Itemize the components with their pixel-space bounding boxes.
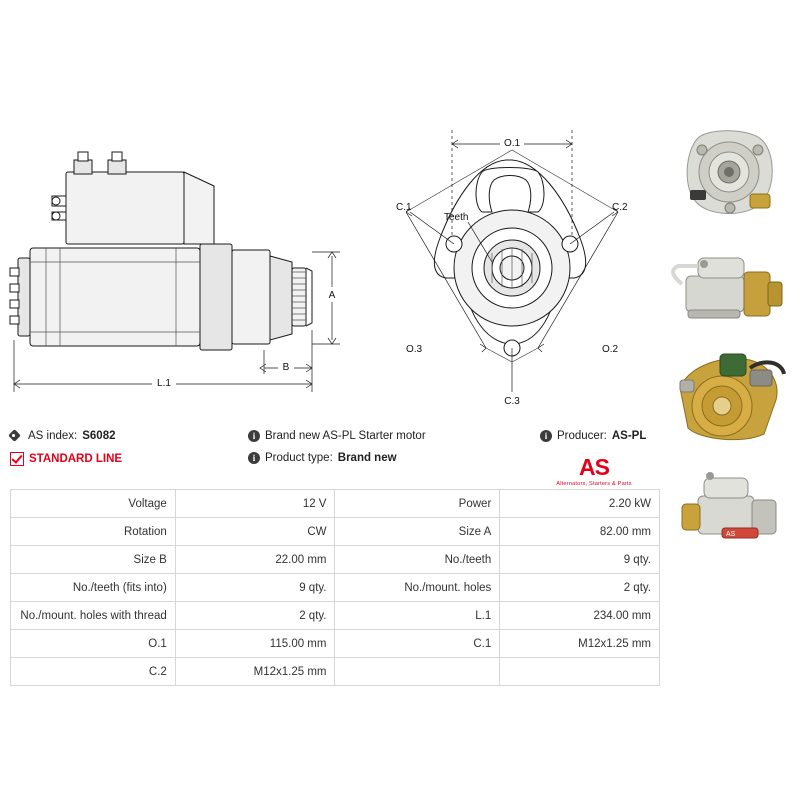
table-row — [11, 630, 660, 658]
spec-value: 115.00 mm — [175, 630, 335, 658]
info-column-right — [540, 430, 700, 452]
info-column-left — [10, 430, 240, 476]
brand-new-text: Brand new AS-PL Starter motor — [265, 430, 426, 442]
spec-key: Power — [335, 490, 500, 518]
product-type-label: Product type: — [265, 452, 333, 464]
teeth-label: Teeth — [444, 212, 469, 223]
dim-a-label: A — [328, 290, 336, 301]
table-row — [11, 490, 660, 518]
spec-empty-cell — [335, 658, 500, 686]
specification-table-body — [11, 490, 660, 686]
table-row — [11, 602, 660, 630]
producer-value: AS-PL — [611, 430, 647, 442]
starter-side-view-drawing — [0, 0, 360, 420]
aspl-logo-subtitle: Alternators, Starters & Parts — [556, 481, 632, 487]
spec-key: No./mount. holes with thread — [11, 602, 176, 630]
spec-empty-cell — [500, 658, 660, 686]
dim-c3-label: C.3 — [504, 396, 520, 407]
dim-b-label: B — [282, 362, 290, 373]
spec-key: Voltage — [11, 490, 176, 518]
svg-text:AS: AS — [726, 531, 736, 538]
spec-value: 9 qty. — [500, 546, 660, 574]
spec-value: 9 qty. — [175, 574, 335, 602]
as-index-label: AS index: — [28, 430, 78, 442]
info-column-middle — [248, 430, 508, 474]
spec-key: O.1 — [11, 630, 176, 658]
tag-icon — [10, 430, 23, 442]
table-row — [11, 518, 660, 546]
spec-value: 2 qty. — [175, 602, 335, 630]
spec-key: C.2 — [11, 658, 176, 686]
technical-drawings — [0, 0, 660, 420]
starter-front-view-drawing — [360, 0, 660, 420]
starter-photo-front-view[interactable] — [664, 120, 794, 228]
spec-key: Size A — [335, 518, 500, 546]
spec-value: CW — [175, 518, 335, 546]
dim-c1-label: C.1 — [396, 202, 412, 213]
producer-label: Producer: — [557, 430, 607, 442]
aspl-logo — [534, 456, 654, 487]
starter-photo-rear-view[interactable] — [664, 456, 794, 564]
product-photo-strip — [664, 120, 794, 568]
dim-o3-label: O.3 — [405, 344, 423, 355]
spec-key: No./mount. holes — [335, 574, 500, 602]
table-row — [11, 658, 660, 686]
info-icon: i — [248, 452, 260, 464]
spec-value: M12x1.25 mm — [500, 630, 660, 658]
brand-new-line — [248, 430, 508, 442]
spec-value: 12 V — [175, 490, 335, 518]
spec-key: Rotation — [11, 518, 176, 546]
aspl-logo-text: AS — [579, 454, 609, 480]
standard-line-label: STANDARD LINE — [29, 453, 123, 465]
check-icon — [10, 452, 24, 466]
spec-value: 2.20 kW — [500, 490, 660, 518]
dim-c2-label: C.2 — [612, 202, 628, 213]
spec-key: L.1 — [335, 602, 500, 630]
as-index-line — [10, 430, 240, 442]
as-index-value: S6082 — [82, 430, 116, 442]
table-row — [11, 546, 660, 574]
standard-line-badge — [10, 452, 240, 466]
spec-value: 234.00 mm — [500, 602, 660, 630]
dim-l1-label: L.1 — [157, 378, 171, 389]
starter-photo-side-view[interactable] — [664, 232, 794, 340]
spec-key: No./teeth — [335, 546, 500, 574]
spec-value: 82.00 mm — [500, 518, 660, 546]
producer-line — [540, 430, 700, 442]
spec-key: Size B — [11, 546, 176, 574]
dim-o1-label: O.1 — [503, 138, 521, 149]
spec-key: C.1 — [335, 630, 500, 658]
spec-key: No./teeth (fits into) — [11, 574, 176, 602]
product-type-line — [248, 452, 508, 464]
table-row — [11, 574, 660, 602]
spec-value: 2 qty. — [500, 574, 660, 602]
info-icon: i — [248, 430, 260, 442]
spec-value: 22.00 mm — [175, 546, 335, 574]
dim-o2-label: O.2 — [601, 344, 619, 355]
spec-value: M12x1.25 mm — [175, 658, 335, 686]
info-icon: i — [540, 430, 552, 442]
specification-table — [10, 489, 660, 686]
product-type-value: Brand new — [337, 452, 397, 464]
